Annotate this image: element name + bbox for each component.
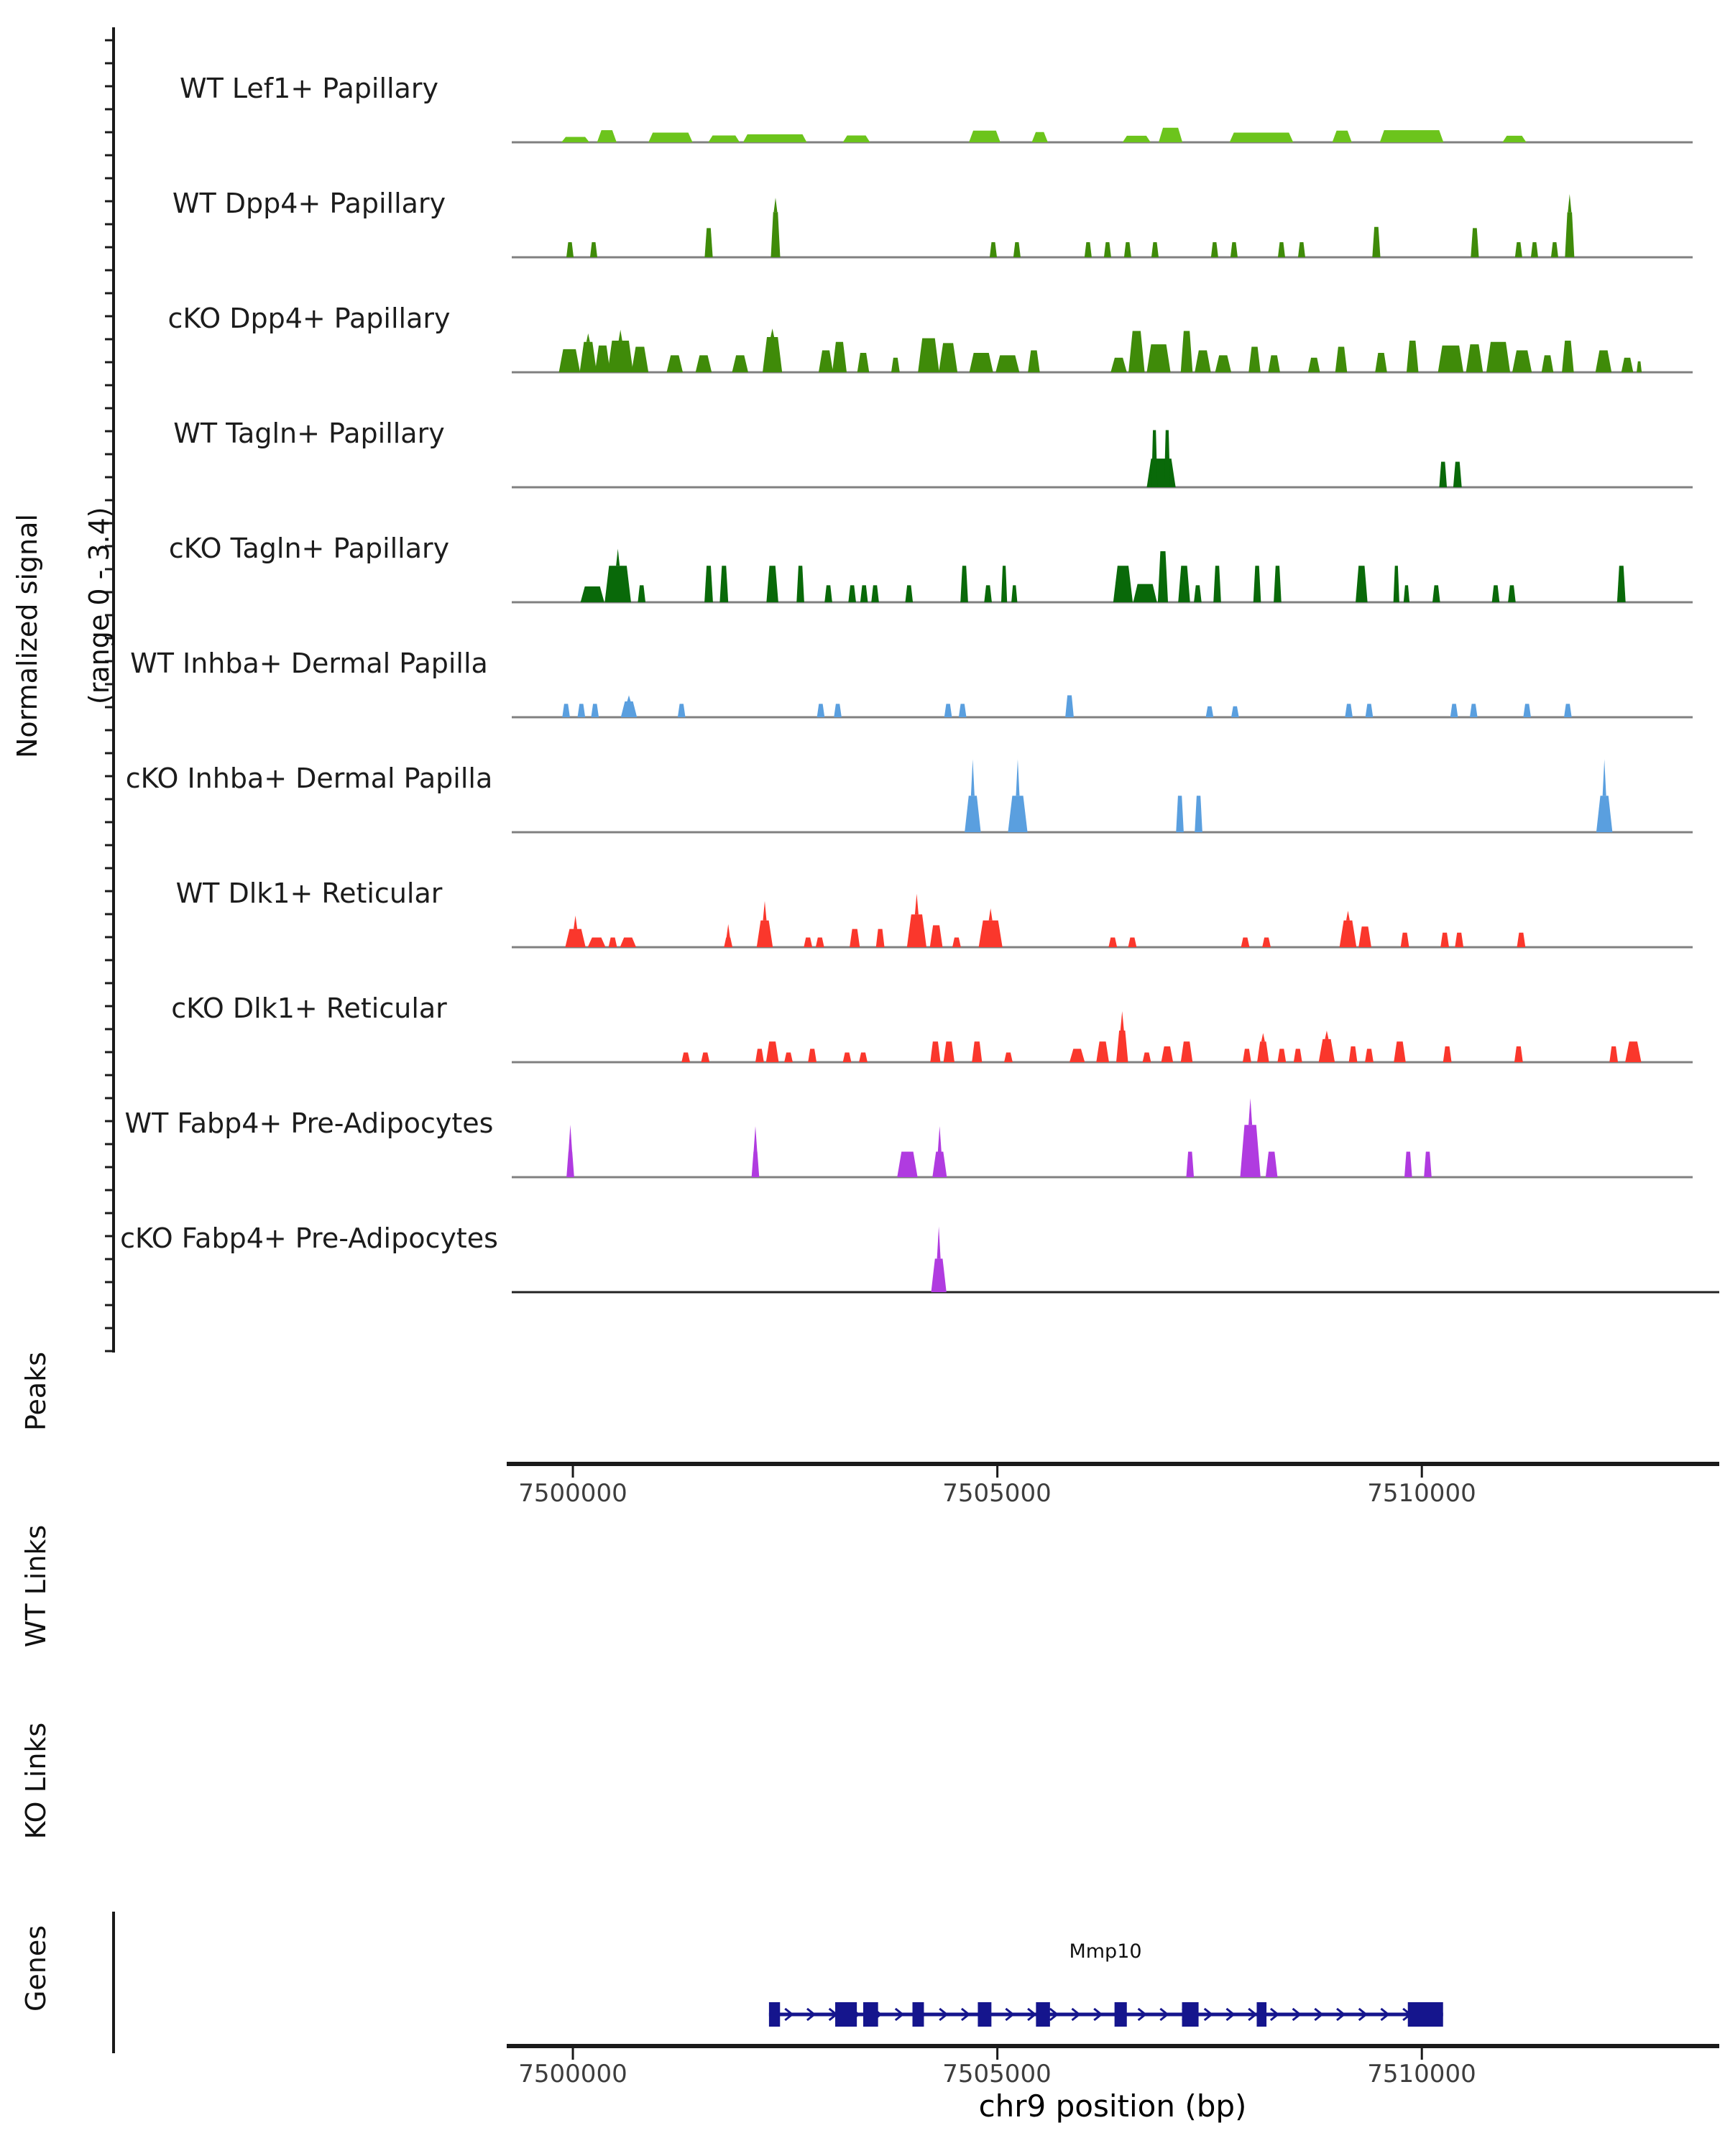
signal-y-axis-tick [105,132,112,134]
signal-peak [969,131,1000,142]
signal-peak [1345,704,1353,717]
peaks-axis-tick [996,1466,998,1478]
track-label: cKO Fabp4+ Pre-Adipocytes [120,1222,498,1254]
signal-y-axis-tick [105,1028,112,1031]
signal-peak [1008,796,1027,832]
signal-peak [1231,706,1239,717]
track-label: WT Dpp4+ Papillary [172,188,446,219]
signal-peak-spike [938,1126,942,1152]
signal-peak [696,355,712,372]
genes-y-axis-line [112,1912,115,2053]
signal-peak [1178,566,1190,602]
signal-peak-spike [763,901,766,921]
signal-peak [1625,1041,1641,1062]
gene-exon [769,2002,780,2027]
signal-peak [621,701,637,717]
track-label: WT Lef1+ Papillary [180,73,438,104]
signal-peak [1128,937,1137,947]
track-label: WT Fabp4+ Pre-Adipocytes [124,1107,494,1139]
signal-y-axis-tick [105,1212,112,1215]
row-label-wt-links: WT Links [20,1524,52,1648]
signal-peak [1401,933,1409,947]
signal-peak [1262,937,1271,947]
bottom-axis-tick-7510000: 7510000 [1367,2060,1476,2088]
signal-peak [757,921,773,947]
signal-y-axis-tick [105,63,112,65]
signal-peak [595,346,610,372]
signal-peak [1013,242,1021,257]
signal-peak [597,130,617,142]
signal-peak [1240,1125,1260,1177]
signal-peak [1502,136,1526,142]
signal-peak [1110,358,1126,372]
gene-exon [1036,2002,1049,2027]
signal-y-axis-tick [105,1258,112,1261]
signal-peak [1609,1046,1618,1062]
signal-peak [1622,358,1634,372]
signal-peak [1407,341,1419,372]
signal-peak [857,353,870,372]
track-baseline [512,946,1693,949]
signal-peak-spike [1603,760,1606,796]
signal-peak [959,704,967,717]
signal-peak [1143,1052,1151,1062]
peaks-axis-line [507,1462,1719,1466]
signal-peak-spike [937,1227,941,1259]
signal-peak [1194,585,1202,602]
signal-peak [1565,212,1574,257]
signal-peak [1176,796,1184,832]
signal-peak [1181,1041,1193,1062]
signal-peak [620,937,636,947]
signal-peak [588,937,606,947]
signal-peak [970,353,993,372]
signal-y-axis-tick [105,1074,112,1077]
signal-peak [1335,346,1348,372]
signal-peak [1241,937,1250,947]
signal-peak [1195,351,1210,372]
signal-peak [1147,459,1176,487]
signal-peak [871,585,879,602]
signal-peak-spike [773,198,777,212]
signal-peak [1104,242,1111,257]
signal-peak [876,929,885,947]
signal-peak-spike [915,894,919,915]
signal-peak [930,1041,940,1062]
row-label-peaks: Peaks [20,1351,52,1432]
signal-peak [1404,585,1409,602]
signal-peak [1523,704,1531,717]
row-label-genes: Genes [20,1925,52,2012]
signal-peak [1159,128,1182,142]
signal-peak [1455,933,1463,947]
signal-y-axis-tick [105,270,112,272]
signal-peak [1443,1046,1452,1062]
signal-peak [905,585,913,602]
signal-peak [907,914,926,947]
signal-peak [766,566,778,602]
peaks-axis-tick-7500000: 7500000 [518,1479,627,1508]
signal-peak [850,929,860,947]
signal-peak [1308,358,1320,372]
peaks-axis-tick-7510000: 7510000 [1367,1479,1476,1508]
signal-peak [1133,584,1157,602]
bottom-axis-tick [572,2048,574,2060]
track-label: cKO Tagln+ Papillary [168,533,450,564]
signal-y-axis-tick [105,1304,112,1307]
signal-peak [1470,704,1478,717]
gene-exon [1408,2002,1443,2027]
signal-peak [704,228,712,257]
signal-y-axis-tick [105,982,112,985]
signal-peak [1438,346,1463,372]
signal-peak [1542,355,1554,372]
signal-peak [939,343,957,372]
signal-peak [648,132,692,142]
signal-peak [1356,566,1368,602]
signal-y-axis-tick [105,40,112,42]
signal-peak [1375,353,1387,372]
signal-peak [1206,706,1214,717]
signal-peak [843,1052,852,1062]
signal-peak [1162,1046,1174,1062]
signal-peak [817,704,825,717]
bottom-axis-tick [996,2048,998,2060]
signal-peak [565,929,585,947]
signal-y-axis-tick [105,1189,112,1192]
bottom-axis-tick [1421,2048,1423,2060]
signal-peak [578,704,586,717]
signal-peak [824,585,832,602]
signal-peak [816,937,824,947]
signal-peak [1551,242,1558,257]
signal-peak [1471,228,1478,257]
signal-peak-spike [989,908,993,921]
bottom-axis-line [507,2044,1719,2048]
track-baseline [512,831,1693,834]
signal-peak [891,358,900,372]
signal-peak-spike [1568,194,1571,212]
signal-peak [667,355,683,372]
bottom-axis-tick-7505000: 7505000 [942,2060,1052,2088]
signal-peak [1230,242,1238,257]
signal-peak-spike [727,924,730,938]
signal-peak [1065,696,1074,717]
signal-peak [732,355,748,372]
signal-peak [766,1041,779,1062]
peaks-axis-tick [1421,1466,1423,1478]
signal-peak [1562,341,1574,372]
signal-peak [995,355,1019,372]
signal-peak [1564,704,1572,717]
signal-y-axis-tick [105,1097,112,1100]
signal-peak [1517,933,1525,947]
gene-exon [1256,2002,1266,2027]
signal-peak [1128,331,1144,373]
track-baseline [512,1291,1719,1294]
track-baseline [512,487,1693,489]
signal-peak [562,704,570,717]
track-label: WT Dlk1+ Reticular [175,877,443,909]
signal-peak [1085,242,1092,257]
signal-peak [819,351,833,372]
gene-exon [863,2002,878,2027]
signal-peak [1001,566,1007,602]
signal-peak [932,1151,947,1177]
track-label: cKO Dpp4+ Papillary [167,303,451,334]
signal-peak [965,796,980,832]
track-baseline [512,1176,1693,1179]
signal-peak [1298,242,1305,257]
signal-peak [1147,344,1171,372]
signal-peak [1195,796,1202,832]
x-axis-title: chr9 position (bp) [978,2088,1247,2124]
track-baseline [512,717,1693,719]
signal-y-axis-tick [105,1051,112,1054]
signal-peak [1453,461,1462,487]
signal-peak [678,704,686,717]
bottom-axis-tick-7500000: 7500000 [518,2060,627,2088]
signal-peak-spike [1261,1033,1265,1041]
signal-peak-spike [770,328,774,337]
signal-y-axis-tick [105,178,112,180]
signal-peak [1277,1049,1286,1062]
signal-peak [1230,132,1294,142]
signal-peak [1596,351,1611,372]
signal-peak [979,921,1003,947]
signal-peak [681,1052,690,1062]
gene-exon [913,2002,924,2027]
gene-exon [1182,2002,1199,2027]
signal-peak [1372,227,1380,257]
signal-axis-label-line1: Normalized signal [12,514,43,758]
track-label: cKO Dlk1+ Reticular [171,992,447,1024]
signal-y-axis-tick [105,292,112,295]
gene-exon [978,2002,991,2027]
signal-peak [1617,566,1626,602]
signal-peak [1440,933,1449,947]
signal-peak [561,137,589,142]
signal-peak [1439,461,1447,487]
signal-peak-spike [1325,1031,1328,1039]
signal-peak [832,342,847,372]
signal-peak [1450,704,1458,717]
signal-peak [1113,566,1133,602]
signal-peak [1508,585,1516,602]
signal-peak-spike [616,549,620,566]
signal-peak [1596,796,1612,832]
signal-peak [1158,551,1168,602]
gene-exon [835,2002,857,2027]
signal-peak [1404,1151,1412,1177]
signal-peak [796,566,804,602]
signal-peak [770,212,780,257]
signal-peak [1349,1046,1358,1062]
signal-peak [701,1052,709,1062]
signal-peak [1004,1052,1013,1062]
signal-peak [1512,351,1532,372]
signal-peak [1340,921,1357,947]
signal-peak [1266,1151,1278,1177]
signal-peak [944,1041,954,1062]
signal-peak [604,566,631,602]
signal-peak [743,134,807,142]
signal-peak [1213,566,1221,602]
signal-peak [1254,566,1261,602]
signal-peak [763,337,782,372]
signal-peak [1319,1039,1335,1062]
signal-peak [834,704,842,717]
signal-peak-spike [627,696,631,701]
signal-peak [579,342,597,372]
signal-peak [704,566,713,602]
gene-name-label: Mmp10 [1069,1940,1142,1963]
signal-peak [1492,585,1500,602]
signal-peak [566,1151,574,1177]
signal-peak-spike [574,916,577,929]
signal-peak [860,585,868,602]
signal-peak [1515,242,1522,257]
signal-peak [719,566,728,602]
signal-peak [984,585,992,602]
signal-peak [1278,242,1285,257]
signal-peak [1248,346,1261,372]
signal-y-axis-tick [105,155,112,157]
signal-peak [1031,132,1047,142]
signal-peak [566,242,574,257]
signal-peak [1637,361,1642,372]
signal-peak [808,1049,816,1062]
signal-peak [1151,430,1157,487]
signal-peak [1531,242,1538,257]
signal-peak [1096,1041,1109,1062]
signal-peak [859,1052,868,1062]
signal-peak [960,566,968,602]
signal-peak [1432,585,1440,602]
gene-exon [1115,2002,1127,2027]
signal-peak [559,349,581,372]
signal-axis-label-line2: (range 0 - 3.4) [83,507,115,705]
signal-peak-spike [586,333,590,342]
signal-peak [638,585,645,602]
signal-peak-spike [753,1126,757,1152]
signal-y-axis-tick [105,1281,112,1284]
signal-peak [581,586,604,602]
signal-peak [897,1151,917,1177]
signal-peak [952,937,961,947]
signal-peak [972,1041,982,1062]
signal-peak [632,346,649,372]
signal-peak [607,341,632,372]
signal-peak [918,338,939,372]
signal-peak [708,136,740,142]
signal-peak [1181,331,1193,373]
signal-peak [1215,355,1231,372]
signal-peak [1514,1046,1523,1062]
signal-peak [1070,1049,1085,1062]
signal-peak [1123,136,1151,142]
signal-peak [930,926,943,947]
signal-peak [1011,585,1017,602]
signal-peak [591,704,599,717]
signal-peak [1028,351,1040,372]
signal-peak [1211,242,1218,257]
signal-peak-spike [619,330,622,341]
signal-peak [755,1049,764,1062]
track-label: cKO Inhba+ Dermal Papilla [125,763,493,794]
signal-peak [1466,344,1484,372]
signal-peak [1380,130,1444,142]
signal-peak [804,937,812,947]
signal-peak [1186,1151,1194,1177]
track-label: WT Tagln+ Papillary [173,418,445,449]
signal-y-axis-tick [105,1166,112,1169]
signal-peak [1486,342,1510,372]
signal-y-axis-tick [105,247,112,249]
row-label-ko-links: KO Links [20,1722,52,1840]
signal-peak [1116,1031,1128,1062]
signal-peak [1164,430,1170,487]
peaks-axis-tick [572,1466,574,1478]
signal-y-axis-tick [105,1327,112,1330]
signal-peak [848,585,856,602]
signal-peak-spike [1346,911,1350,921]
signal-peak [1394,1041,1406,1062]
signal-peak-spike [1121,1011,1124,1031]
signal-peak [1274,566,1282,602]
signal-peak [843,136,870,142]
signal-peak [1243,1049,1251,1062]
signal-peak-spike [1248,1098,1252,1125]
signal-y-axis-tick [105,224,112,226]
signal-peak [590,242,597,257]
signal-peak [724,937,732,947]
signal-peak [1366,704,1374,717]
signal-peak [1124,242,1131,257]
signal-peak [1365,1049,1374,1062]
signal-peak [990,242,997,257]
signal-y-axis-tick [105,1350,112,1353]
signal-peak-spike [1016,760,1019,796]
signal-peak [1268,355,1280,372]
signal-peak [1424,1151,1432,1177]
signal-peak [931,1258,946,1292]
signal-peak [1358,926,1371,947]
signal-peak [1294,1049,1302,1062]
signal-peak [944,704,952,717]
signal-y-axis-tick [105,109,112,111]
signal-peak [1333,131,1352,142]
signal-axis-label [9,313,117,959]
signal-peak [1151,242,1159,257]
signal-peak [752,1151,760,1177]
signal-peak [784,1052,793,1062]
signal-peak [609,937,617,947]
track-label: WT Inhba+ Dermal Papilla [130,648,488,679]
signal-peak [1108,937,1117,947]
signal-peak [1257,1041,1269,1062]
peaks-axis-tick-7505000: 7505000 [942,1479,1052,1508]
signal-peak-spike [971,760,975,796]
signal-peak [1394,566,1399,602]
signal-y-axis-tick [105,1143,112,1146]
